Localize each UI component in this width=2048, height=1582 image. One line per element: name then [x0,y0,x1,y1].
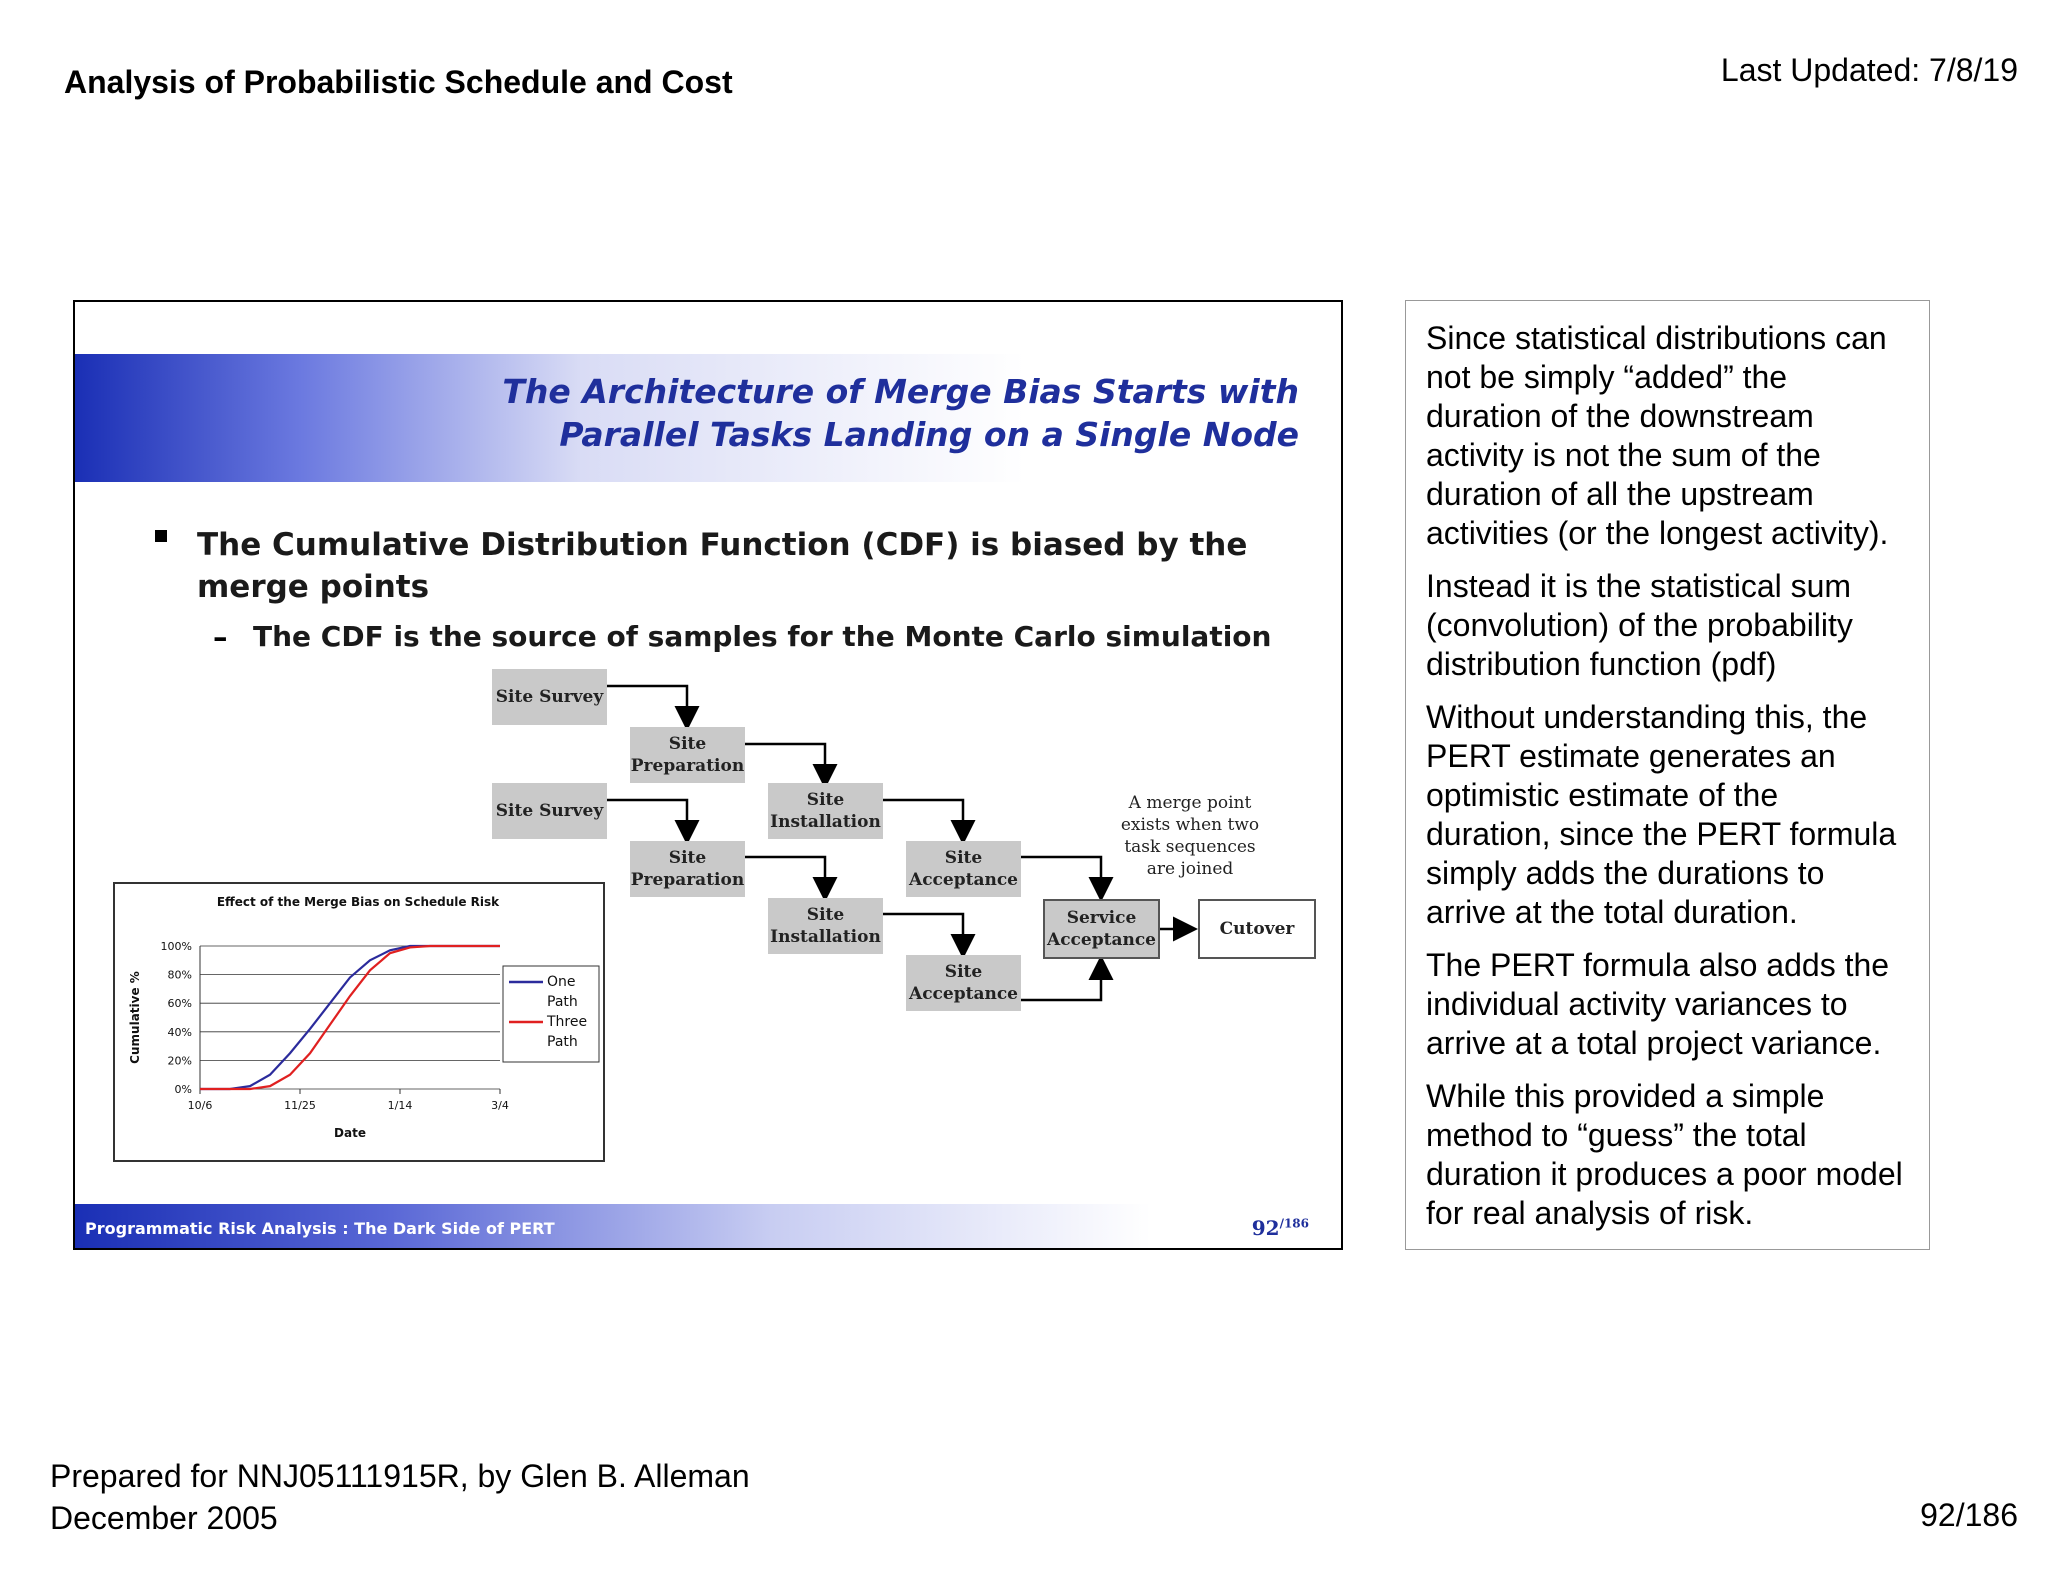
note-paragraph: Without understanding this, the PERT estimate generates an optimistic estimate of the duration, since the PERT formula simply adds the durations to arrive at the total duration. [1426,699,1897,930]
dash-icon: – [213,620,228,654]
last-updated: Last Updated: 7/8/19 [1720,52,2018,88]
page-number: 92/186 [1920,1497,2018,1533]
chart-y-axis-label: Cumulative % [128,971,142,1064]
note-paragraph: The PERT formula also adds the individual activity variances to arrive at a total project variance. [1426,947,1890,1061]
node-cutover: Cutover [1198,899,1316,959]
node-site-acceptance-2: Site Acceptance [906,955,1021,1011]
chart-x-tick-label: 3/4 [491,1099,509,1112]
footer-prepared [50,1455,750,1539]
chart-y-tick-label: 100% [160,940,192,953]
slide-footer-text: Programmatic Risk Analysis : The Dark Side of PERT [85,1219,555,1238]
chart-legend-label: One Path [547,974,578,1010]
node-site-preparation-1: Site Preparation [630,727,745,783]
chart-y-tick-label: 80% [167,968,192,982]
chart-y-tick-label: 0% [174,1083,192,1096]
node-site-survey-2: Site Survey [492,783,607,839]
chart-x-tick-label: 1/14 [387,1099,413,1112]
chart-y-tick-label: 60% [167,997,192,1011]
prepared-for: Prepared for NNJ05111915R, by Glen B. Alleman [50,1458,750,1494]
merge-bias-chart [113,882,605,1162]
node-service-acceptance: Service Acceptance [1043,899,1160,959]
slide-sub-bullet: The CDF is the source of samples for the Monte Carlo simulation [253,620,1272,653]
chart-series-line [200,946,500,1089]
chart-y-tick-label: 20% [167,1054,192,1068]
slide-page-number [1252,1216,1309,1240]
node-site-installation-2: Site Installation [768,898,883,954]
slide-page-current: 92 [1251,1216,1280,1240]
node-site-survey-1: Site Survey [492,669,607,725]
chart-x-axis-label: Date [334,1126,366,1140]
slide-image [73,300,1343,1250]
chart-x-tick-label: 11/25 [284,1099,316,1112]
node-site-installation-1: Site Installation [768,783,883,839]
note-paragraph: Since statistical distributions can not be simply “added” the duration of the downstream activity is not the sum of the duration of all the upstream activities (or the longest activity). [1426,320,1889,551]
note-paragraph: Instead it is the statistical sum (convolution) of the probability distribution function (pdf) [1426,568,1853,682]
chart-y-tick-label: 40% [167,1025,192,1039]
slide-title-line-1: The Architecture of Merge Bias Starts with [502,372,1299,411]
slide-bullet: The Cumulative Distribution Function (CDF) is biased by the merge points [197,527,1248,605]
notes-panel [1405,300,1930,1250]
note-paragraph: While this provided a simple method to “guess” the total duration it produces a poor model for real analysis of risk. [1426,1078,1903,1231]
prepared-date: December 2005 [50,1500,278,1536]
slide-page-total: /186 [1279,1216,1309,1231]
document-title: Analysis of Probabilistic Schedule and Cost [64,64,733,100]
chart-title: Effect of the Merge Bias on Schedule Risk [216,895,500,909]
node-site-acceptance-1: Site Acceptance [906,841,1021,897]
node-site-preparation-2: Site Preparation [630,841,745,897]
chart-legend-label: Three Path [547,1014,588,1050]
merge-point-annotation: A merge point exists when two task sequences are joined [1120,793,1260,879]
chart-svg [115,884,603,1160]
chart-x-tick-label: 10/6 [187,1099,213,1112]
chart-series-line [200,946,500,1089]
slide-title-line-2: Parallel Tasks Landing on a Single Node [559,415,1299,454]
